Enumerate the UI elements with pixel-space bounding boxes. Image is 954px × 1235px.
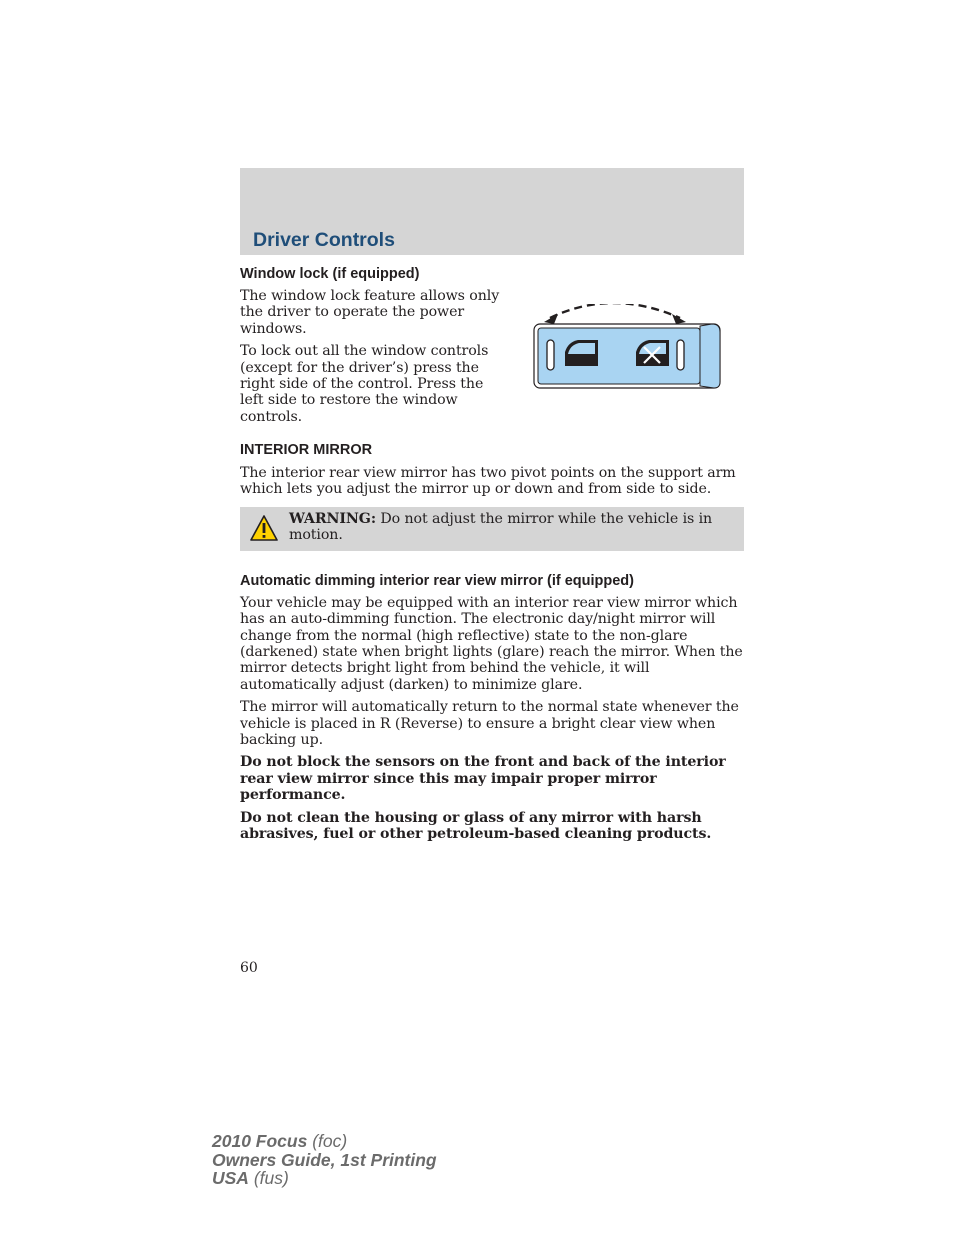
footer-guide-edition: Owners Guide, 1st Printing	[212, 1149, 437, 1170]
page-number: 60	[240, 960, 258, 976]
page-content	[240, 266, 744, 843]
footer-model: 2010 Focus	[212, 1131, 308, 1151]
window-lock-section	[240, 266, 744, 430]
warning-label: WARNING:	[289, 510, 376, 527]
window-lock-heading: Window lock (if equipped)	[240, 266, 420, 282]
auto-dimming-para2: The mirror will automatically return to the normal state whenever the vehicle is placed in R (Reverse) to ensure a bright clear view when backing up.	[240, 699, 739, 749]
interior-mirror-heading: INTERIOR MIRROR	[240, 442, 373, 458]
warning-text	[289, 511, 714, 544]
header-band	[240, 168, 744, 255]
window-lock-text	[240, 266, 500, 425]
auto-dimming-caution2: Do not clean the housing or glass of any mirror with harsh abrasives, fuel or other petroleum-based cleaning products.	[240, 809, 712, 843]
auto-dimming-section	[240, 573, 744, 843]
footer-publication-info	[212, 1132, 437, 1188]
footer-market-code: (fus)	[253, 1168, 289, 1188]
footer-market: USA	[212, 1168, 249, 1188]
interior-mirror-para1: The interior rear view mirror has two pivot points on the support arm which lets you adjust the mirror up or down and from side to side.	[240, 465, 736, 498]
auto-dimming-para1: Your vehicle may be equipped with an interior rear view mirror which has an auto-dimming function. The electronic day/night mirror will change from the normal (high reflective) state to the non-glare (darkened) state when bright lights (glare) reach the mirror. When the mirror detects bright light from behind the vehicle, it will automatically adjust (darken) to minimize glare.	[240, 594, 743, 693]
warning-message: Do not adjust the mirror while the vehicle is in motion.	[289, 510, 713, 544]
warning-triangle-icon	[249, 514, 279, 542]
auto-dimming-caution1: Do not block the sensors on the front and back of the interior rear view mirror since this may impair proper mirror performance.	[240, 754, 726, 804]
footer-model-code: (foc)	[312, 1131, 348, 1151]
interior-mirror-section	[240, 442, 744, 498]
window-lock-switch-illustration	[532, 304, 724, 396]
window-lock-para2: To lock out all the window controls (except for the driver’s) press the right side of the control. Press the left side to restore the window controls.	[240, 343, 489, 425]
section-title: Driver Controls	[253, 229, 395, 251]
window-lock-para1: The window lock feature allows only the driver to operate the power windows.	[240, 288, 500, 337]
warning-box	[240, 507, 744, 551]
auto-dimming-heading: Automatic dimming interior rear view mirror (if equipped)	[240, 572, 634, 589]
